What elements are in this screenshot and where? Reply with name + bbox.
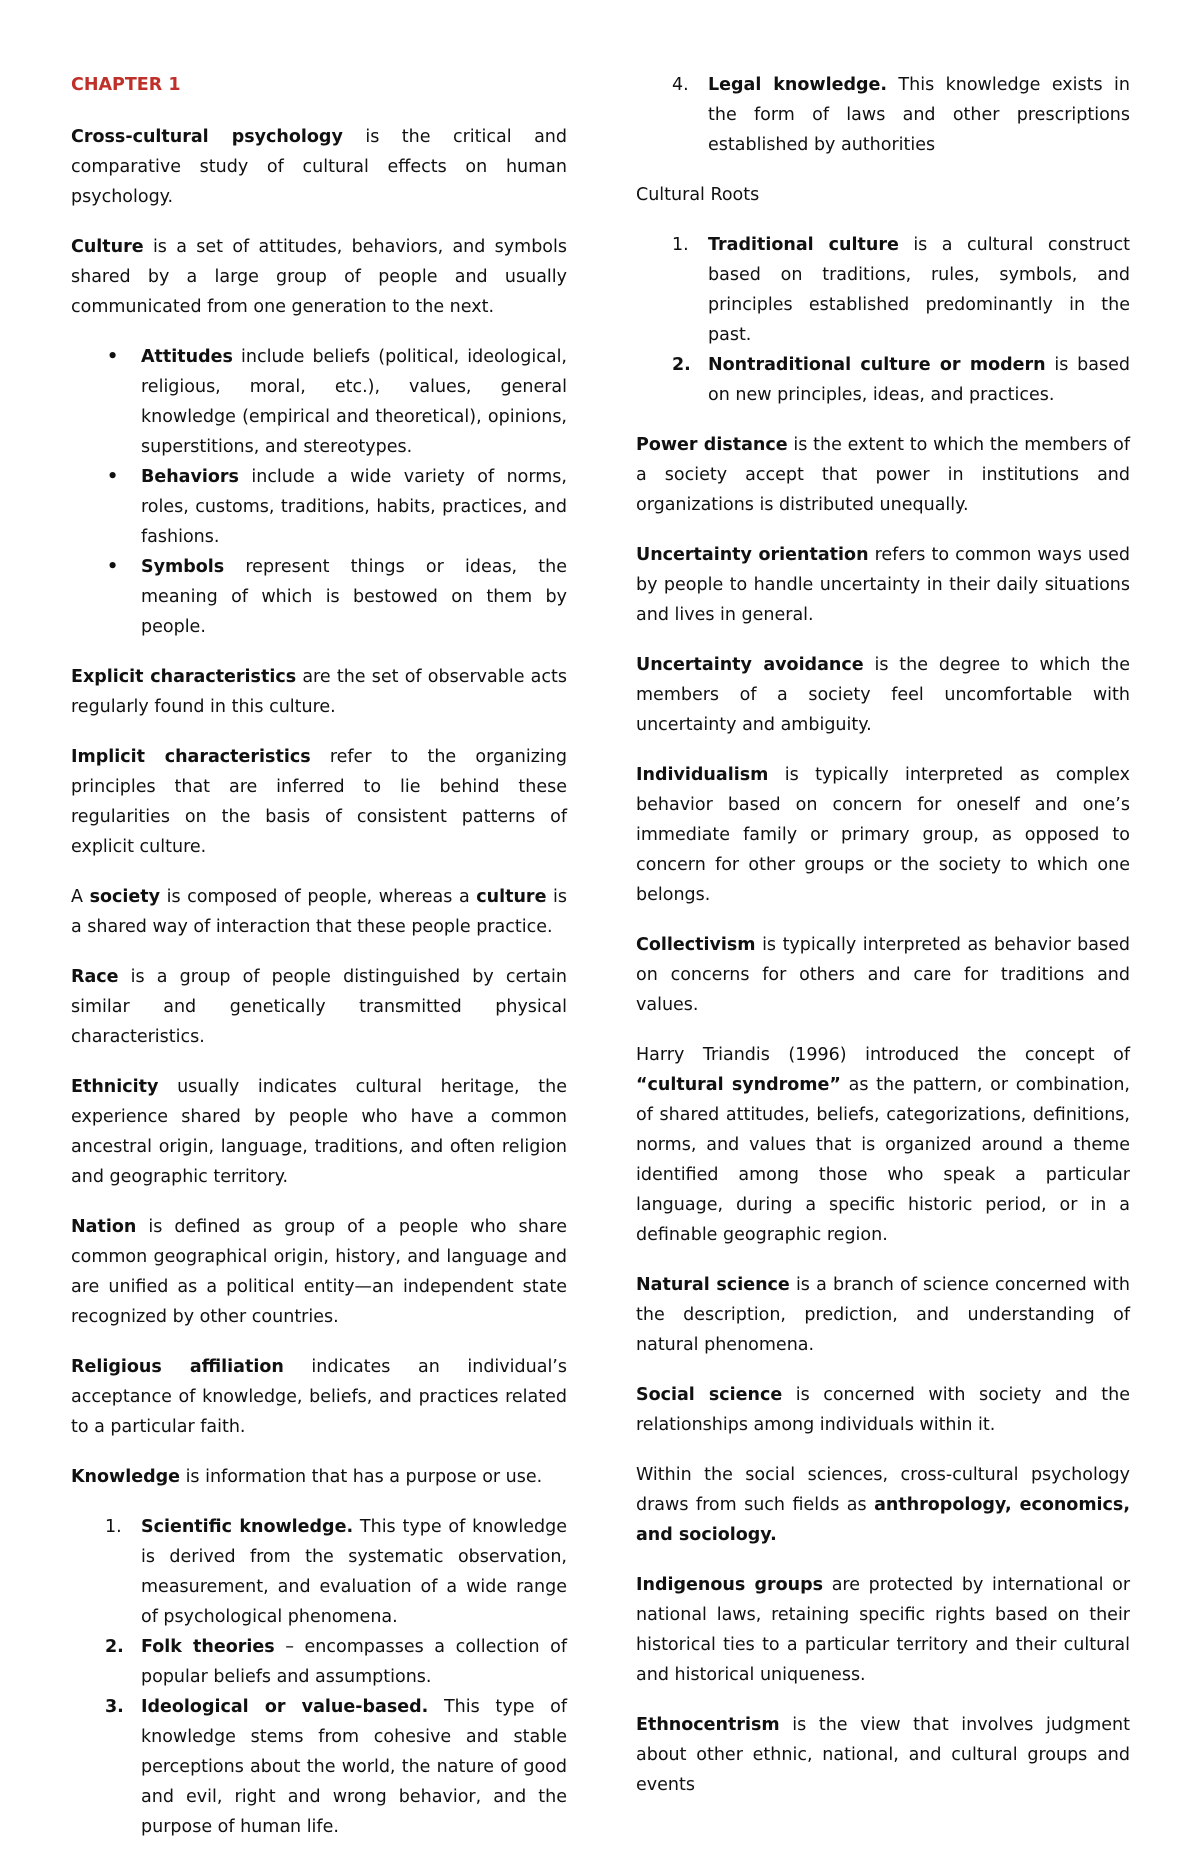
- term: Symbols: [141, 557, 225, 577]
- term: Natural science: [636, 1275, 790, 1295]
- knowledge-types-list-continued: [636, 70, 1130, 160]
- definition-text: is information that has a purpose or use.: [180, 1467, 543, 1487]
- definition-cross-cultural-psychology: [71, 122, 567, 212]
- definition-social-science: [636, 1380, 1130, 1440]
- definition-religious-affiliation: [71, 1352, 567, 1442]
- term: Race: [71, 967, 119, 987]
- item-text: include beliefs (political, ideological, religious, moral, etc.), values, general knowledge (empirical and theoretical), opinions, superstitions, and stereotypes.: [141, 347, 567, 457]
- bullet-icon: •: [107, 557, 119, 577]
- definition-cultural-syndrome: [636, 1040, 1130, 1250]
- list-item: [636, 350, 1130, 410]
- term: Collectivism: [636, 935, 756, 955]
- chapter-title: CHAPTER 1: [71, 75, 181, 95]
- definition-indigenous-groups: [636, 1570, 1130, 1690]
- item-text: This type of knowledge stems from cohesive and stable perceptions about the world, the nature of good and evil, right and wrong behavior, and the purpose of human life.: [141, 1697, 567, 1837]
- definition-text: is a set of attitudes, behaviors, and symbols shared by a large group of people and usually communicated from one generation to the next.: [71, 237, 567, 317]
- definition-text: is the degree to which the members of a society feel uncomfortable with uncertainty and ambiguity.: [636, 655, 1130, 735]
- definition-text: are the set of observable acts regularly found in this culture.: [71, 667, 568, 717]
- term: culture: [476, 887, 547, 907]
- item-text: This type of knowledge is derived from the systematic observation, measurement, and evaluation of a wide range of psychological phenomena.: [141, 1517, 567, 1627]
- left-column: [71, 70, 567, 1862]
- term: Uncertainty avoidance: [636, 655, 864, 675]
- text-segment: A: [71, 887, 90, 907]
- item-text: is based on new principles, ideas, and practices.: [708, 355, 1131, 405]
- definition-text: are protected by international or national laws, retaining specific rights based on their historical ties to a particular territory and their cultural and historical uniqueness.: [636, 1575, 1131, 1685]
- section-heading-cultural-roots: Cultural Roots: [636, 185, 760, 205]
- text-segment: is a shared way of interaction that these people practice.: [71, 887, 567, 937]
- term: Social science: [636, 1385, 783, 1405]
- term: Religious affiliation: [71, 1357, 284, 1377]
- text-segment: is composed of people, whereas a: [160, 887, 477, 907]
- term: Legal knowledge.: [708, 75, 888, 95]
- definition-nation: [71, 1212, 567, 1332]
- definition-text: is typically interpreted as complex behavior based on concern for oneself and one’s immediate family or primary group, as opposed to concern for other groups or the society to which one belongs.: [636, 765, 1130, 905]
- term: Uncertainty orientation: [636, 545, 869, 565]
- text-segment: Within the social sciences, cross-cultural psychology draws from such fields as: [636, 1465, 1130, 1515]
- term: Nontraditional culture or modern: [708, 355, 1046, 375]
- list-number: 2.: [105, 1637, 124, 1657]
- list-number: 3.: [105, 1697, 124, 1717]
- term: Ideological or value-based.: [141, 1697, 429, 1717]
- list-number: 4.: [672, 75, 689, 95]
- term: Indigenous groups: [636, 1575, 824, 1595]
- definition-society-culture: [71, 882, 567, 942]
- right-column: [636, 70, 1130, 1820]
- term: Nation: [71, 1217, 137, 1237]
- definition-implicit-characteristics: [71, 742, 567, 862]
- cultural-roots-list: [636, 230, 1130, 410]
- definition-text: is the view that involves judgment about other ethnic, national, and cultural groups and events: [636, 1715, 1130, 1795]
- list-number: 1.: [105, 1517, 122, 1537]
- list-item: [71, 552, 567, 642]
- paragraph-social-sciences-fields: [636, 1460, 1130, 1550]
- list-item: [71, 1512, 567, 1632]
- bullet-icon: •: [107, 467, 119, 487]
- term: Traditional culture: [708, 235, 899, 255]
- definition-text: indicates an individual’s acceptance of knowledge, beliefs, and practices related to a particular faith.: [71, 1357, 567, 1437]
- item-text: include a wide variety of norms, roles, customs, traditions, habits, practices, and fashions.: [141, 467, 567, 547]
- text-segment: Harry Triandis (1996) introduced the concept of: [636, 1045, 1130, 1065]
- culture-components-list: [71, 342, 567, 642]
- definition-uncertainty-avoidance: [636, 650, 1130, 740]
- term: Behaviors: [141, 467, 239, 487]
- definition-knowledge: [71, 1462, 567, 1492]
- definition-text: is defined as group of a people who share common geographical origin, history, and language and are unified as a political entity—an independent state recognized by other countries.: [71, 1217, 567, 1327]
- definition-power-distance: [636, 430, 1130, 520]
- definition-text: usually indicates cultural heritage, the experience shared by people who have a common ancestral origin, language, traditions, and often religion and geographic territory.: [71, 1077, 567, 1187]
- list-item: [71, 1632, 567, 1692]
- definition-text: is a group of people distinguished by certain similar and genetically transmitted physical characteristics.: [71, 967, 567, 1047]
- list-item: [71, 342, 567, 462]
- term: Cross-cultural psychology: [71, 127, 343, 147]
- definition-text: refers to common ways used by people to handle uncertainty in their daily situations and lives in general.: [636, 545, 1130, 625]
- term: Power distance: [636, 435, 788, 455]
- term: Implicit characteristics: [71, 747, 311, 767]
- definition-text: is concerned with society and the relationships among individuals within it.: [636, 1385, 1130, 1435]
- bullet-icon: •: [107, 347, 119, 367]
- term: anthropology, economics, and sociology.: [636, 1495, 1130, 1545]
- text-segment: as the pattern, or combination, of shared attitudes, beliefs, categorizations, definitions, norms, and values that is organized around a theme identified among those who speak a particular language, during a specific historic period, or in a definable geographic region.: [636, 1075, 1130, 1245]
- definition-ethnicity: [71, 1072, 567, 1192]
- definition-natural-science: [636, 1270, 1130, 1360]
- item-text: is a cultural construct based on traditions, rules, symbols, and principles established predominantly in the past.: [708, 235, 1130, 345]
- list-item: [71, 1692, 567, 1842]
- term: Knowledge: [71, 1467, 180, 1487]
- definition-explicit-characteristics: [71, 662, 567, 722]
- definition-text: refer to the organizing principles that are inferred to lie behind these regularities on the basis of consistent patterns of explicit culture.: [71, 747, 567, 857]
- term: Ethnicity: [71, 1077, 159, 1097]
- list-item: [636, 230, 1130, 350]
- term: Explicit characteristics: [71, 667, 297, 687]
- item-text: This knowledge exists in the form of laws and other prescriptions established by authorities: [708, 75, 1130, 155]
- list-number: 1.: [672, 235, 689, 255]
- definition-individualism: [636, 760, 1130, 910]
- definition-text: is typically interpreted as behavior based on concerns for others and care for traditions and values.: [636, 935, 1130, 1015]
- definition-ethnocentrism: [636, 1710, 1130, 1800]
- definition-collectivism: [636, 930, 1130, 1020]
- term: “cultural syndrome”: [636, 1075, 841, 1095]
- term: society: [89, 887, 161, 907]
- term: Ethnocentrism: [636, 1715, 780, 1735]
- term: Folk theories: [141, 1637, 275, 1657]
- definition-text: is the critical and comparative study of cultural effects on human psychology.: [71, 127, 567, 207]
- list-number: 2.: [672, 355, 691, 375]
- definition-text: is the extent to which the members of a society accept that power in institutions and organizations is distributed unequally.: [636, 435, 1130, 515]
- knowledge-types-list: [71, 1512, 567, 1842]
- term: Culture: [71, 237, 144, 257]
- definition-culture: [71, 232, 567, 322]
- term: Individualism: [636, 765, 769, 785]
- list-item: [71, 462, 567, 552]
- term: Scientific knowledge.: [141, 1517, 354, 1537]
- term: Attitudes: [141, 347, 233, 367]
- item-text: represent things or ideas, the meaning of which is bestowed on them by people.: [141, 557, 567, 637]
- list-item: [636, 70, 1130, 160]
- definition-uncertainty-orientation: [636, 540, 1130, 630]
- item-text: – encompasses a collection of popular beliefs and assumptions.: [141, 1637, 567, 1687]
- definition-text: is a branch of science concerned with the description, prediction, and understanding of natural phenomena.: [636, 1275, 1130, 1355]
- definition-race: [71, 962, 567, 1052]
